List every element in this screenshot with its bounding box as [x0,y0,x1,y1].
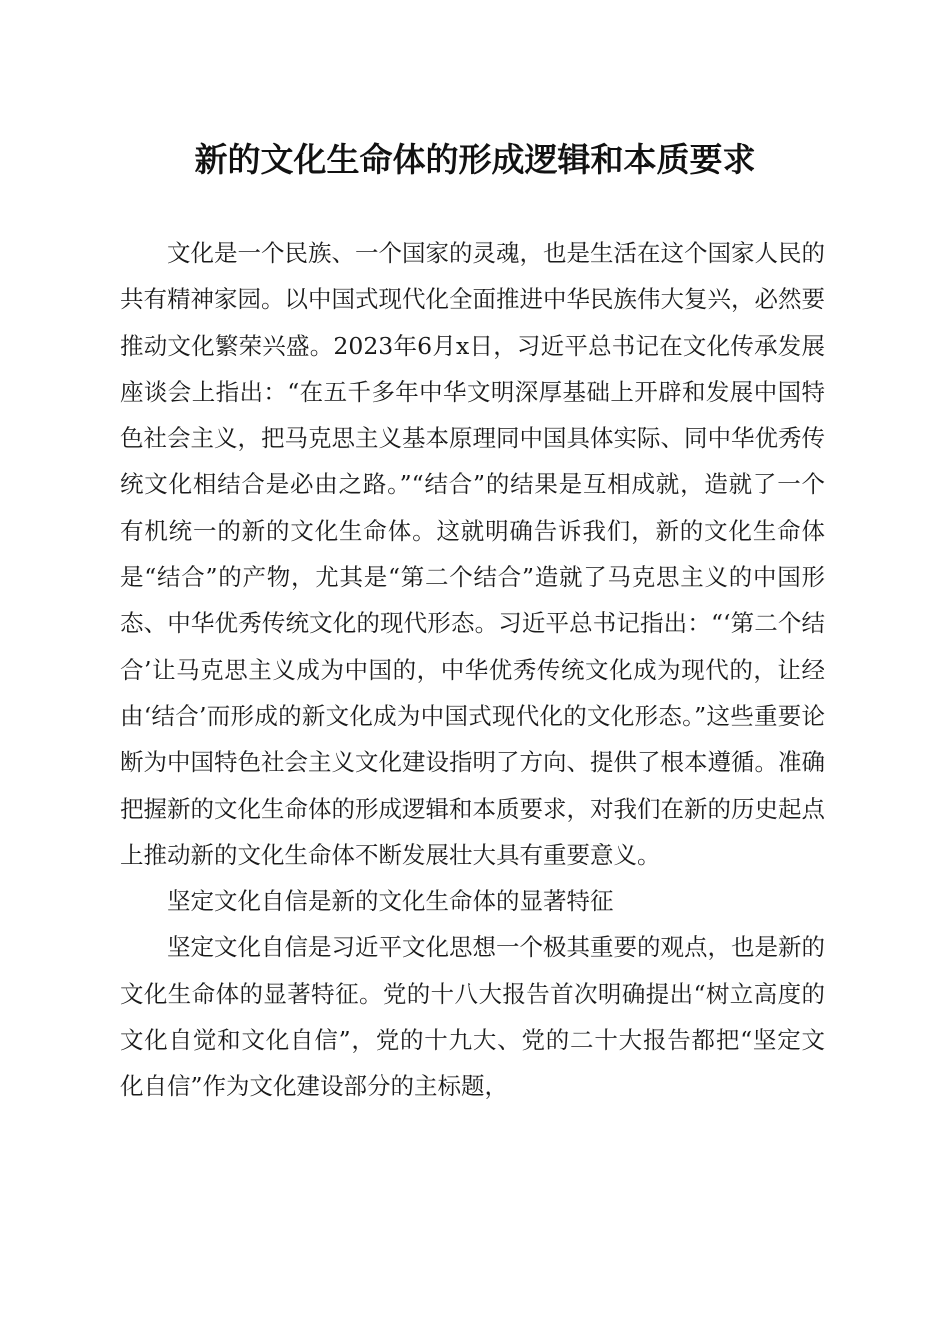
intro-paragraph: 文化是一个民族、一个国家的灵魂，也是生活在这个国家人民的共有精神家园。以中国式现代化全面推进中华民族伟大复兴，必然要推动文化繁荣兴盛。2023年6月x日，习近平总书记在文化传承发展座谈会上指出：“在五千多年中华文明深厚基础上开辟和发展中国特色社会主义，把马克思主义基本原理同中国具体实际、同中华优秀传统文化相结合是必由之路。”“结合”的结果是互相成就，造就了一个有机统一的新的文化生命体。这就明确告诉我们，新的文化生命体是“结合”的产物，尤其是“第二个结合”造就了马克思主义的中国形态、中华优秀传统文化的现代形态。习近平总书记指出：“‘第二个结合’让马克思主义成为中国的，中华优秀传统文化成为现代的，让经由‘结合’而形成的新文化成为中国式现代化的文化形态。”这些重要论断为中国特色社会主义文化建设指明了方向、提供了根本遵循。准确把握新的文化生命体的形成逻辑和本质要求，对我们在新的历史起点上推动新的文化生命体不断发展壮大具有重要意义。 [120,239,825,869]
document-body [120,230,825,1110]
document-title: 新的文化生命体的形成逻辑和本质要求 [194,140,756,179]
section-paragraph: 坚定文化自信是习近平文化思想一个极其重要的观点，也是新的文化生命体的显著特征。党的十八大报告首次明确提出“树立高度的文化自觉和文化自信”，党的十九大、党的二十大报告都把“坚定文化自信”作为文化建设部分的主标题， [120,933,825,1101]
section-heading: 坚定文化自信是新的文化生命体的显著特征 [167,887,614,916]
